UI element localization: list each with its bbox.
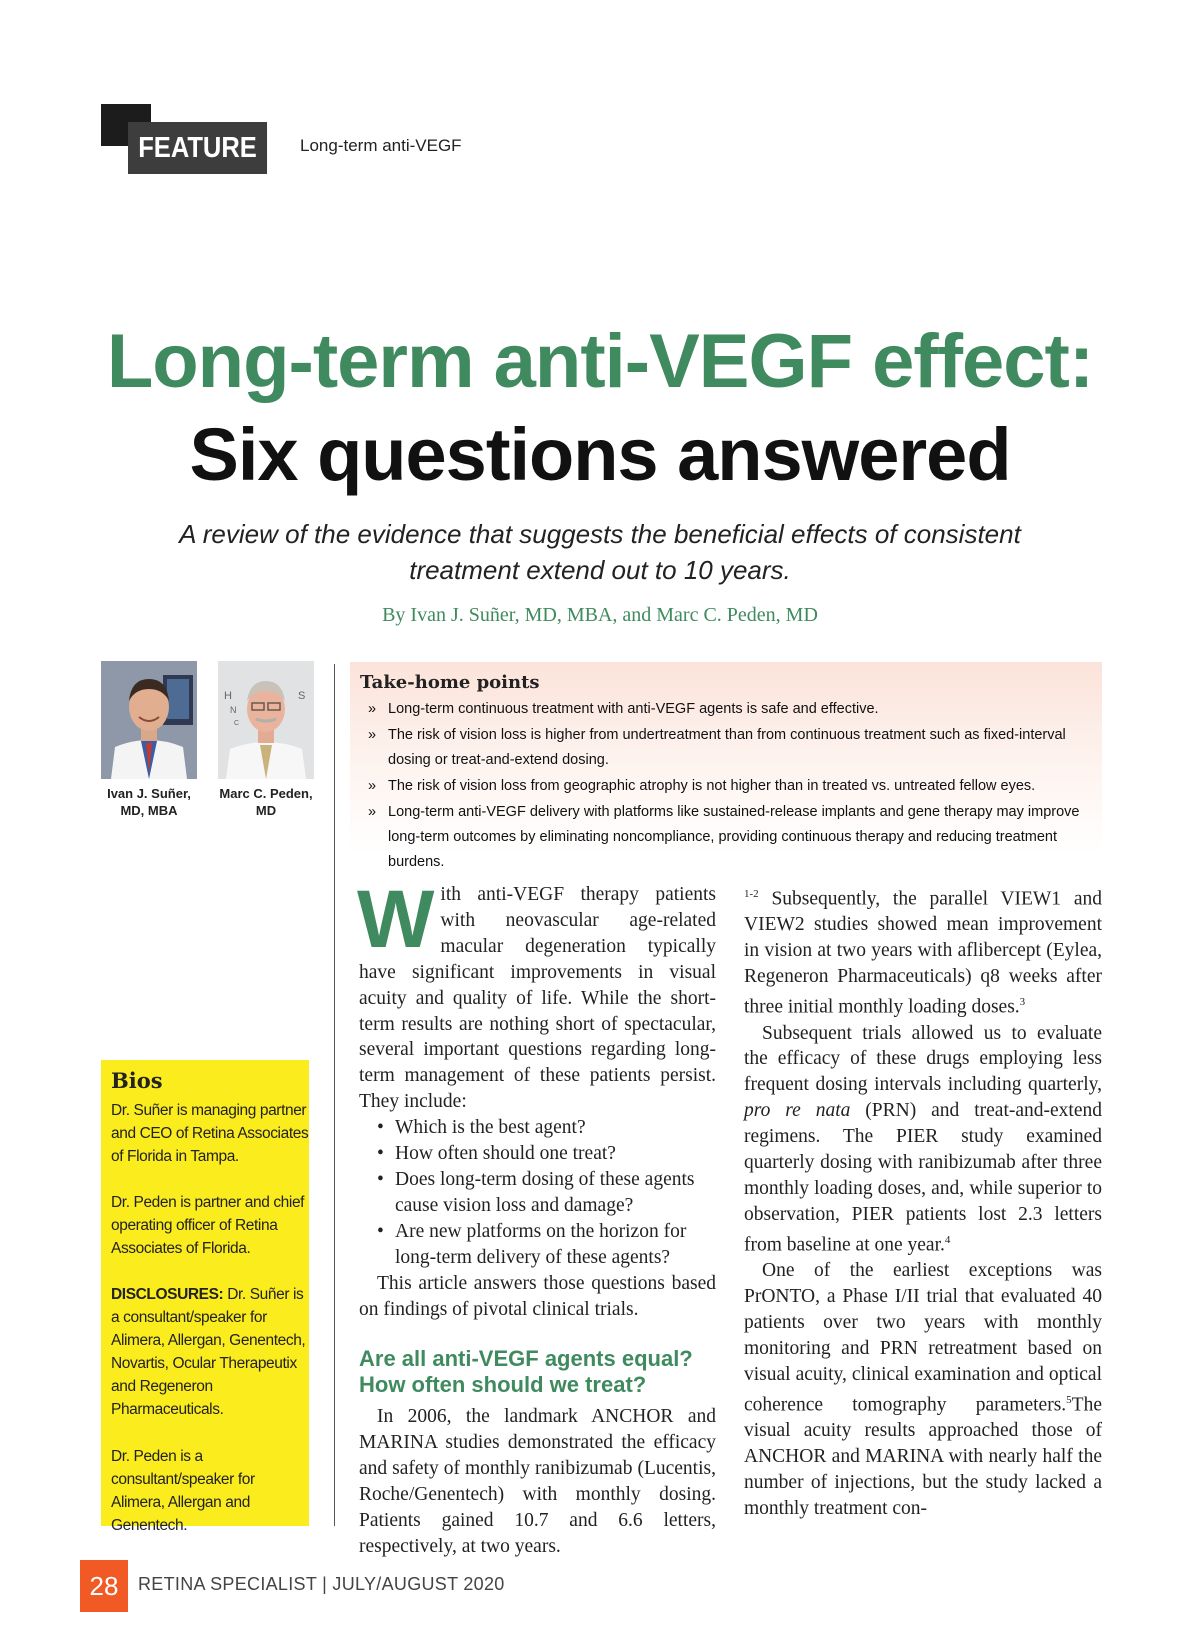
closing-paragraph: This article answers those questions based on findings of pivotal clinical trials. xyxy=(359,1272,716,1320)
list-item: • Does long-term dosing of these agents cause vision loss and damage? xyxy=(395,1167,716,1219)
bio-peden: Dr. Peden is partner and chief operating officer of Retina Associates of Florida. xyxy=(111,1194,305,1257)
author-photo-suner xyxy=(101,661,197,779)
reference-superscript: 4 xyxy=(944,1233,951,1246)
page-number: 28 xyxy=(80,1560,128,1612)
intro-paragraph: With anti-VEGF therapy patients with neovascular age-related macular degeneration typically have significant improvements in visual acuity and quality of life. While the short-term results are nothing short of spectacular, several important questions regarding long-term management of these patients persist. They include: xyxy=(357,874,716,1113)
take-home-item: » The risk of vision loss is higher from undertreatment than from continuous treatment such as fixed-interval dosing or treat-and-extend dosing. xyxy=(368,723,1098,773)
disclosure-peden: Dr. Peden is a consultant/speaker for Alimera, Allergan and Genentech. xyxy=(111,1448,255,1534)
author-caption-peden: Marc C. Peden, MD xyxy=(219,786,313,818)
bio-suner: Dr. Suñer is managing partner and CEO of Retina Associates of Florida in Tampa. xyxy=(111,1102,309,1165)
drop-cap: W xyxy=(357,874,435,965)
svg-text:N: N xyxy=(230,705,237,715)
svg-text:S: S xyxy=(298,690,306,702)
list-item: • How often should one treat? xyxy=(395,1141,716,1167)
byline: By Ivan J. Suñer, MD, MBA, and Marc C. Peden, MD xyxy=(382,604,818,626)
list-item: • Are new platforms on the horizon for long-term delivery of these agents? xyxy=(395,1219,716,1271)
body-column-1 xyxy=(357,874,716,1560)
feature-tag: FEATURE xyxy=(128,122,267,174)
publication-footer: RETINA SPECIALIST | JULY/AUGUST 2020 xyxy=(138,1574,505,1594)
chevron-bullet-icon: » xyxy=(368,804,377,820)
take-home-item: » The risk of vision loss from geographic atrophy is not higher than in treated vs. untreated fellow eyes. xyxy=(368,774,1098,799)
take-home-title: Take-home points xyxy=(360,672,540,693)
body-paragraph: One of the earliest exceptions was PrONTO, a Phase I/II trial that evaluated 40 patients over two years with monthly monitoring and PRN retreatment based on visual acuity, clinical examination and optical coherence tomography parameters.$^5$The visual acuity results approached those of ANCHOR and MARINA with nearly half the number of injections, but the study lacked a monthly treatment con- xyxy=(744,1260,1102,1519)
svg-text:H: H xyxy=(224,690,232,702)
reference-superscript: 1-2 xyxy=(744,888,759,900)
svg-text:C: C xyxy=(234,720,240,727)
article-title-line2: Six questions answered xyxy=(189,413,1011,496)
chevron-bullet-icon: » xyxy=(368,701,377,717)
take-home-item: » Long-term continuous treatment with anti-VEGF agents is safe and effective. xyxy=(368,697,1098,722)
author-photo-peden xyxy=(218,661,314,779)
article-dek: A review of the evidence that suggests the beneficial effects of consistent treatment extend out to 10 years. xyxy=(179,519,1021,585)
chevron-bullet-icon: » xyxy=(368,778,377,794)
article-title-line1: Long-term anti-VEGF effect: xyxy=(106,319,1094,404)
take-home-item: » Long-term anti-VEGF delivery with platforms like sustained-release implants and gene therapy may improve long-term outcomes by eliminating noncompliance, providing continuous therapy and reducing treatment burdens. xyxy=(368,800,1098,875)
author-caption-suner: Ivan J. Suñer, MD, MBA xyxy=(107,786,191,818)
chevron-bullet-icon: » xyxy=(368,727,377,743)
bios-title: Bios xyxy=(111,1068,163,1093)
list-item: • Which is the best agent? xyxy=(395,1115,716,1141)
section-topic: Long-term anti-VEGF xyxy=(300,136,462,155)
questions-list xyxy=(359,1115,716,1270)
disclosure-suner: DISCLOSURES: Dr. Suñer is a consultant/speaker for Alimera, Allergan, Genentech, Novartis, Ocular Therapeutix and Regeneron Pharmaceuticals. xyxy=(111,1286,306,1418)
reference-superscript: 5 xyxy=(1066,1393,1072,1406)
body-column-2 xyxy=(744,882,1102,1522)
reference-superscript: 3 xyxy=(1019,996,1026,1009)
disclosures-label: DISCLOSURES: xyxy=(111,1286,224,1303)
section-heading: Are all anti-VEGF agents equal? How often should we treat? xyxy=(359,1346,693,1398)
column-divider xyxy=(334,664,335,1526)
body-paragraph-continued: $^{1-2}$ Subsequently, the parallel VIEW1 and VIEW2 studies showed mean improvement in vision at two years with aflibercept (Eylea, Regeneron Pharmaceuticals) q8 weeks after three initial monthly loading doses.$^3$ xyxy=(744,888,1102,1018)
body-paragraph: Subsequent trials allowed us to evaluate the efficacy of these drugs employing less frequent dosing intervals including quarterly, pro re nata (PRN) and treat-and-extend regimens. The PIER study examined quarterly dosing with ranibizumab after three monthly loading doses, and, while superior to observation, PIER patients lost 2.3 letters from baseline at one year.$^4$ xyxy=(744,1022,1102,1256)
body-paragraph: In 2006, the landmark ANCHOR and MARINA studies demonstrated the efficacy and safety of monthly ranibizumab (Lucentis, Roche/Genentech) with monthly dosing. Patients gained 10.7 and 6.6 letters, respectively, at two years. xyxy=(359,1406,716,1557)
